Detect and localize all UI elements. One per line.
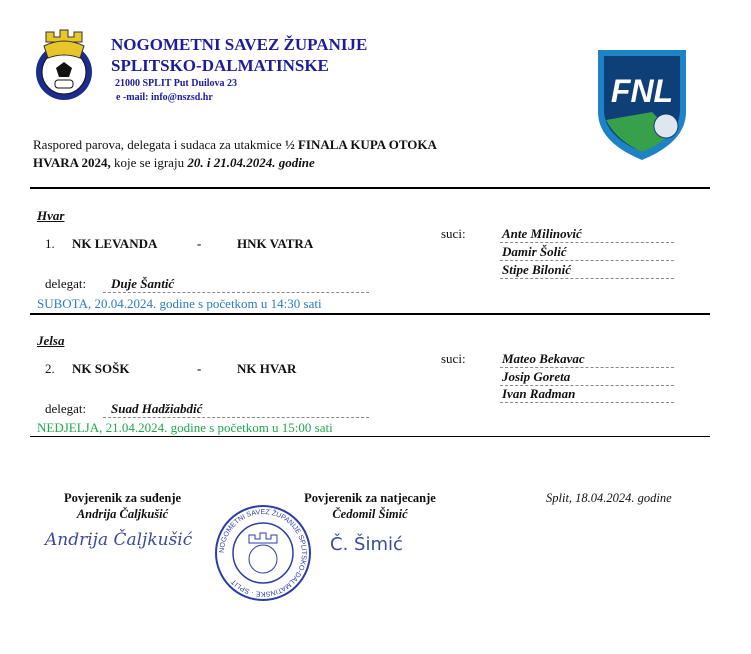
referee: Ante Milinović xyxy=(500,226,674,243)
delegate-name: Suad Hadžiabdić xyxy=(103,401,369,418)
mid-official-name: Čedomil Šimić xyxy=(332,507,408,521)
referees-label: suci: xyxy=(441,226,466,241)
svg-text:NOGOMETNI SAVEZ ŽUPANIJE SPLIT: NOGOMETNI SAVEZ ŽUPANIJE SPLITSKO-DALMATINSKE · SPLIT xyxy=(218,508,308,598)
match-city: Jelsa xyxy=(37,333,65,348)
intro-line2: HVARA 2024, koje se igraju 20. i 21.04.2024. godine xyxy=(33,155,315,170)
official-stamp xyxy=(213,503,313,603)
referee: Stipe Bilonić xyxy=(500,262,674,279)
delegate-label: delegat: xyxy=(45,276,87,291)
place-date: Split, 18.04.2024. godine xyxy=(546,491,672,505)
referees-label: suci: xyxy=(441,351,466,366)
fnl-logo xyxy=(592,42,692,162)
team-separator: - xyxy=(197,361,202,376)
home-team: NK SOŠK xyxy=(72,361,130,376)
match-number: 2. xyxy=(45,361,55,376)
referee: Josip Goreta xyxy=(500,369,674,386)
away-team: HNK VATRA xyxy=(237,236,314,251)
home-team: NK LEVANDA xyxy=(72,236,158,251)
delegate-name: Duje Šantić xyxy=(103,276,369,293)
divider xyxy=(30,187,710,189)
org-name-line2: SPLITSKO-DALMATINSKE xyxy=(111,56,329,75)
left-official-title: Povjerenik za suđenje xyxy=(63,491,182,505)
nszsd-logo xyxy=(28,28,100,104)
mid-signature: Č. Šimić xyxy=(330,534,403,555)
referee: Damir Šolić xyxy=(500,244,674,261)
org-email: e -mail: info@nszsd.hr xyxy=(116,92,213,103)
match-date: NEDJELJA, 21.04.2024. godine s početkom u 15:00 sati xyxy=(37,420,333,435)
delegate-label: delegat: xyxy=(45,401,87,416)
divider xyxy=(30,313,710,315)
org-name-line1: NOGOMETNI SAVEZ ŽUPANIJE xyxy=(111,35,368,54)
away-team: NK HVAR xyxy=(237,361,297,376)
fnl-logo-text: FNL xyxy=(610,73,674,109)
left-official-name: Andrija Čaljkušić xyxy=(76,507,169,521)
team-separator: - xyxy=(197,236,202,251)
left-signature: Andrija Čaljkušić xyxy=(45,530,193,550)
referee: Ivan Radman xyxy=(500,386,674,403)
org-address: 21000 SPLIT Put Duilova 23 xyxy=(115,78,238,89)
match-date: SUBOTA, 20.04.2024. godine s početkom u 14:30 sati xyxy=(37,296,322,311)
match-number: 1. xyxy=(45,236,55,251)
mid-official-title: Povjerenik za natjecanje xyxy=(304,491,436,505)
match-city: Hvar xyxy=(37,208,65,223)
referee: Mateo Bekavac xyxy=(500,351,674,368)
intro-line1: Raspored parova, delegata i sudaca za utakmice ½ FINALA KUPA OTOKA xyxy=(33,137,437,152)
divider xyxy=(30,436,710,437)
